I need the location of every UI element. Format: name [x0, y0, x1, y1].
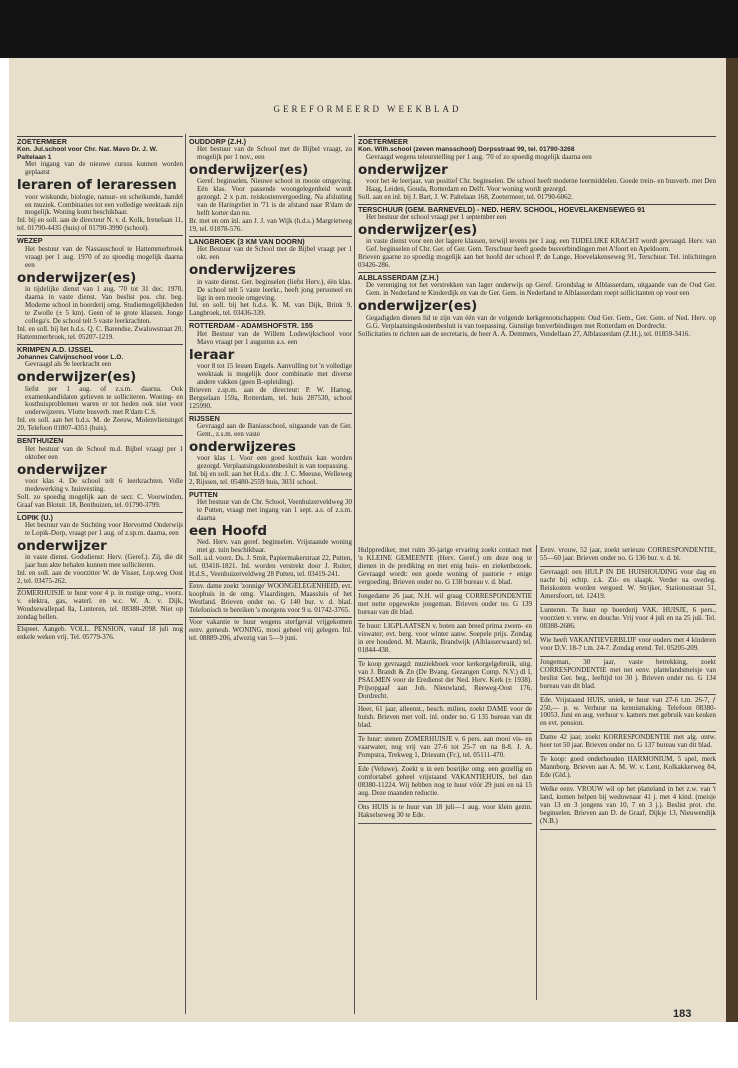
newspaper-page [9, 58, 726, 1022]
ad-location: ROTTERDAM - ADAMSHOFSTR. 155 [189, 321, 313, 331]
ad-position: een Hoofd [189, 523, 268, 540]
ad-position: onderwijzeres [189, 438, 296, 455]
ad-intro: Het bestuur van de School met de Bijbel vraagt, zo mogelijk per 1 nov., een [197, 145, 352, 162]
classified-ad: Te huur: LIGPLAATSEN v. boten aan breed prima zwem- en viswater; evt. berg. voor winter aanw. Soepele prijs. Zondag in ere houdend. M. Maurik, Brandwijk (Alblasserwaard) tel. 01844-438. [358, 621, 532, 659]
job-ad [17, 512, 183, 586]
classifieds-right [540, 545, 716, 1000]
ad-body: Ned. Herv. van geref. beginselen. Vrijstaande woning met gr. tuin beschikbaar. [197, 538, 352, 555]
ad-position: onderwijzer(es) [17, 269, 137, 286]
job-ad [358, 272, 716, 338]
classified-ad: Eenv. vrouw, 52 jaar, zoekt serieuze CORRESPONDENTIE, 55—60 jaar. Brieven onder no. G 136 bur. v. d. bl. [540, 545, 716, 567]
ad-contact: Inl. en soll. aan de voorzitter W. de Visser, Lop.weg Oost 2, tel. 03475-262. [17, 568, 183, 585]
ad-location: BENTHUIZEN [17, 436, 64, 446]
ad-location: RIJSSEN [189, 413, 220, 423]
ad-contact: Voor vakantie te huur wegens sterfgeval vrijgekomen eenv. gemeub. WONING, mooi geheel vrij gelegen. Inl. tel. 08889-206, afwezig van 5—9 juni. [189, 617, 352, 642]
ad-body: in tijdelijke dienst van 1 aug. '70 tot 31 dec. 1970, daarna in vaste dienst. Van beslist pos. chr. beg. Moderne school in boerderij omg. Studiemogelijkheden te Zwolle (± 5 km). Geen of te grote klassen. Jonge collega's. De school telt 5 vaste leerkrachten. [25, 284, 183, 325]
job-ad [17, 588, 183, 622]
ad-contact: Eenv. dame zoekt 'zonnige' WOONGELEGENHEID, evt. koophuis in de omg. Vlaardingen, Maassluis of het Westland. Brieven onder no. G 140 bur. v. d. blad. Telefonisch te bereiken 's morgens voor 9 u. 01742-3765. [189, 582, 352, 614]
job-ad [17, 435, 183, 509]
job-ad [358, 204, 716, 270]
ad-position: leraren of leraressen [17, 177, 177, 194]
job-ad [189, 320, 352, 410]
ad-position: onderwijzer(es) [358, 298, 478, 315]
binding-edge [726, 58, 738, 1022]
classified-ad: Ede (Veluwe). Zoekt u in een bosrijke omg. een gezellig en comfortabel geheel vrijstaand VAKANTIEHUIS, bel dan 08380-11224. Wij hebben nog te huur vóór 29 juni en ná 15 aug. Deze maanden reductie. [358, 764, 532, 802]
ad-contact: Brieven gaarne zo spoedig mogelijk aan het hoofd der school P. de Lange, Hoevelakenseweg 91, Terschuur. Tel. inlichtingen 03426-286. [358, 253, 716, 270]
ad-intro: Het bestuur van de Chr. School, Veenhuizerveldweg 30 te Putten, vraagt met ingang van 1 sept. a.s. of z.s.m. daarna [197, 498, 352, 523]
ad-body: voor klas 4. De school telt 6 leerkrachten. Volle medewerking v. huisvesting. [25, 476, 183, 493]
ad-contact: Br. met en om inl. aan J. J. van Wijk (h.d.s.) Margrietweg 19, tel. 01878-576. [189, 217, 352, 234]
ad-contact: Inl. bij en soll. aan de directeur N. v. d. Kolk, Irenelaan 11, tel. 01790-4435 (huis) of 01790-3990 (school). [17, 216, 183, 233]
classified-ad: Te huur: stenen ZOMERHUISJE v. 6 pers. aan mooi vis- en vaarwater, nog vrij van 27-6 tot 25-7 en na 8-8. J. A. Pompstra, Trekweg 1, Driesum (Fr.), tel. 05111-470. [358, 734, 532, 764]
ad-location: LANGBROEK (3 KM VAN DOORN) [189, 237, 305, 247]
ad-intro: Het bestuur der school vraagt per 1 september een [366, 213, 507, 222]
classified-ad: Ons HUIS is te huur van 18 juli—1 aug. voor klein gezin. Hakselseweg 30 te Ede. [358, 802, 532, 824]
ad-body: voor wiskunde, biologie, natuur- en scheikunde, handel en muziek. Combinaties tot een volledige weektaak zijn mogelijk. Woning komt beschikbaar. [25, 192, 183, 217]
ad-contact: Brieven z.sp.m. aan de directeur: P. W. Hartog, Bergselaan 159a, Rotterdam, tel. huis 287530, school 125990. [189, 385, 352, 410]
ad-school: Kon. Wilh.school (zeven mansschool) Dorpsstraat 99, tel. 01790-3268 [358, 146, 575, 154]
classified-ad: Heer, 61 jaar, alleenst., besch. milieu, zoekt DAME voor de huish. Brieven met voll. inl. onder no. G 135 bureau van dit blad. [358, 704, 532, 734]
ad-intro: Gevraagd als 9e leerkracht een [25, 360, 112, 369]
classified-ad: Welke eenv. VROUW wil op het platteland in het z.w. van 't land, komen helpen bij weduwnaar 41 j. met 4 kind. (meisje van 13 en 3 jongens van 10, 7 en 3 j.). Beslist prot. chr. beginselen. Brieven aan D. de Graaf, Dijkje 13, Nieuwendijk (N.B.) [540, 784, 716, 830]
ad-intro: Het Bestuur van de School met de Bijbel vraagt per 1 okt. een [197, 245, 352, 262]
ad-location: ZOETERMEER [17, 137, 67, 146]
ad-position: onderwijzer(es) [358, 222, 478, 239]
ad-contact: Soll. aan en inl. bij J. Bart, J. W. Paltelaan 168, Zoetermeer, tel. 01790-6062. [358, 192, 573, 201]
column-divider [536, 545, 537, 1000]
page-number: 183 [673, 1008, 692, 1020]
ad-position: leraar [189, 346, 235, 363]
ad-intro: Het bestuur van de School m.d. Bijbel vraagt per 1 oktober een [25, 444, 183, 461]
ad-contact: Soll. zo spoedig mogelijk aan de secr. C. Voorwinden, Graaf van Blotstr. 18, Benthuizen, tel. 01790-3799. [17, 492, 183, 509]
ad-location: ZOETERMEER [358, 137, 408, 146]
ad-intro: Het bestuur van de Nassauschool te Hattemmerbroek vraagt per 1 aug. 1970 of zo spoedig mogelijk daarna een [25, 244, 183, 269]
classified-ad: Wie heeft VAKANTIEVERBLIJF voor ouders met 4 kinderen voor D.V. 18-7 t.m. 24-7. Zondag erend. Tel. 05205-209. [540, 635, 716, 657]
ad-position: onderwijzer(es) [17, 369, 137, 386]
ad-location: KRIMPEN A.D. IJSSEL [17, 344, 94, 354]
top-dark-band [0, 0, 738, 58]
classified-ad: Te koop gevraagd: muziekboek voor kerkorgelgebruik, uitg. van J. Brandt & Zn (De Bvang. Gezangen Comp. N.V.) dl I, PSALMEN voor de Eredienst der Ned. Herv. Kerk (± 1938). Prijsopgaaf aan Joh. Nieuwland, Reeweg-Oost 176, Dordrecht. [358, 659, 532, 705]
ad-position: onderwijzeres [189, 262, 296, 279]
page-header: GEREFORMEERD WEEKBLAD [273, 104, 462, 114]
ad-contact: Inl. en soll. bij het h.d.s. K. M. van Dijk, Brink 9, Langbroek, tel. 03436-339. [189, 301, 352, 318]
job-ad [189, 489, 352, 579]
ad-location: TERSCHUUR (GEM. BARNEVELD) - NED. HERV. SCHOOL, HOEVELAKENSEWEG 91 [358, 204, 646, 214]
ad-contact: ZOMERHUISJE te huur voor 4 p. in rustige omg., voorz. v. elektra, gas, waterl. en w.c. W. A. v. Dijk, Woudsewallepad 8a, Lunteren, tel. 08388-2098. Niet op zondag bellen. [17, 588, 183, 621]
ad-contact: Inl. bij en soll. aan het H.d.s. dhr. J. C. Meeuse, Welleweg 2, Rijssen, tel. 05480-2559 huis, 3031 school. [189, 469, 352, 486]
job-ad [358, 136, 716, 202]
job-ad [189, 236, 352, 318]
ad-position: onderwijzer [358, 161, 448, 178]
classified-ad: Jongeman, 30 jaar, vaste betrekking, zoekt CORRESPONDENTIE met net eenv. plattelandsmeisje van beslist Ger. beg., leeftijd tot 30 j. Brieven onder no. G 134 bureau van dit blad. [540, 657, 716, 695]
classified-ad: Hulpprediker, met ruim 30-jarige ervaring zoekt contact met 'n KLEINE GEMEENTE (Herv. Geref.) om deze nog te dienen in de prediking en met enig huis- en ziekenbezoek. Gevraagd wordt: een goede woning of pastorie + enige vergoeding. Brieven onder no. G 138 bureau v. d. blad. [358, 545, 532, 591]
ad-contact: Soll. a.d. voorz. Ds. J. Smit, Papiermakerstraat 22, Putten, tel. 03418-1821. Inl. worden verstrekt door J. Ruiter, H.d.S., Veenhuizerveldweg 28 Putten, tel. 03419-241. [189, 554, 352, 579]
ad-intro: Gevraagd aan de Baniasschool, uitgaande van de Ger. Gem., z.s.m. een vaste [197, 421, 352, 438]
column-left [17, 134, 183, 1014]
ad-location: PUTTEN [189, 489, 218, 499]
job-ad [189, 413, 352, 487]
ad-location: ALBLASSERDAM (Z.H.) [358, 273, 439, 283]
ad-body: voor 8 tot 15 lessen Engels. Aanvulling tot 'n volledige weektaak is mogelijk door combinatie met diverse andere vakken (geen B-opleiding). [197, 361, 352, 386]
job-ad [17, 136, 183, 233]
ad-body: in vaste dienst. Godsdienst: Herv. (Geref.). Zij, die dit jaar hun akte behalen kunnen mee solliciteren. [25, 553, 183, 569]
ad-intro: De vereniging tot het verstrekken van lager onderwijs op Geref. Grondslag te Alblasserdam, uitgaande van de Oud Ger. Gem. in Nederland te Kinderdijk en van de Ger. Gem. in Nederland te Alblasserdam roept sollicitanten op voor een [366, 281, 716, 298]
ad-intro: Het bestuur van de Stichting voor Hervormd Onderwijs te Lopik-Dorp, vraagt per 1 aug. of z.sp.m. daarna, een [25, 520, 183, 537]
ad-body: Geref. beginselen. Nieuwe school in mooie omgeving. Eén klas. Voor passende woongelegenheid wordt gezorgd. 2 x p.m. reiskostenvergoeding. Na afsluiting van de Haringvliet in '71 is de afstand naar R'dam de helft korter dan nu. [197, 177, 352, 218]
ad-body: in vaste dienst voor een der lagere klassen, terwijl tevens per 1 aug. een TIJDELIJKE KRACHT wordt gevraagd. Herv. van Gef. beginselen of Chr. Ger. of Ger. Gem. Terschuur heeft goede busverbindingen met A'foort en Apeldoorn. [366, 237, 716, 254]
ad-school: Kon. Jul.school voor Chr. Nat. Mavo Dr. J. W. Paltelaan 1 [17, 146, 158, 161]
column-divider [185, 134, 186, 1014]
ad-body: liefst per 1 aug. of z.s.m. daarna. Ook examenkandidaten gelieven te solliciteren. Woning- en kosthuisproblemen waren er tot heden ook niet voor onderwijzeres. Vlotte busverb. met R'dam C.S. [25, 384, 183, 417]
classifieds-left [358, 545, 532, 1000]
classified-ad: Dame 42 jaar, zoekt KORRESPONDENTIE met alg. ontw. heer tot 50 jaar. Brieven onder no. G 137 bureau van dit blad. [540, 732, 716, 754]
ad-contact: Elspeet. Aangeb. VOLL. PENSION, vanaf 18 juli nog enkele weken vrij. Tel. 05779-376. [17, 624, 183, 641]
job-ad [189, 136, 352, 234]
column-right-top [358, 134, 716, 384]
classified-ad: Gevraagd: een HULP IN DE HUISHOUDING voor dag en nacht bij echtp. z.k. Zit- en slaapk. Verder na overleg. Reiskosten worden vergoed. W. Strijker, Stationsstraat 51, Amersfoort, tel. 12419. [540, 567, 716, 605]
job-ad [17, 235, 183, 341]
classified-ad: Te koop: goed onderhouden HARMONIUM, 5 spel, merk Mannborg. Brieven aan A. M. W. v. Lent, Kolkakkerweg 84, Ede (Gld.). [540, 754, 716, 784]
ad-contact: Sollicitaties te richten aan de secretaris, de heer A. A. Demmers, Vondellaan 27, Alblasserdam (Z.H.), tel. 01859-3416. [358, 329, 691, 338]
classified-ad: Ede. Vrijstaand HUIS, uniek, te huur van 27-6 t.m. 26-7, ƒ 250,— p. w. Verhuur na kennismaking. Telefoon 08380-10053. Juni en aug. verhuur v. kamers met gebruik van keuken en evt. pension. [540, 695, 716, 733]
job-ad [189, 617, 352, 643]
ad-intro: Het Bestuur van de Willem Lodewijkschool voor Mavo vraagt per 1 augustus a.s. een [197, 329, 352, 346]
ad-location: OUDDORP (Z.H.) [189, 137, 246, 146]
ad-rule [358, 136, 716, 137]
column-middle [189, 134, 352, 1014]
ad-body: voor klas 1. Voor een goed kosthuis kan worden gezorgd. Verplaatsingskostenbesluit is van toepassing. [197, 454, 352, 470]
ad-position: onderwijzer(es) [189, 162, 309, 179]
ad-intro: Met ingang van de nieuwe cursus kunnen worden geplaatst [25, 160, 183, 177]
classified-ad: Jongedame 26 jaar, N.H. wil graag CORRESPONDENTIE met nette opgewekte jongeman. Brieven onder no. G 139 bureau van dit blad. [358, 591, 532, 621]
ad-body: in vaste dienst. Ger. beginselen (liefst Herv.), één klas. De school telt 5 vaste leerkr., heeft jong personeel en ligt in een mooie omgeving. [197, 277, 352, 302]
ad-body: Gegadigden dienen lid te zijn van één van de volgende kerkgenootschappen: Oud Ger. Gem., Ger. Gem. of Ned. Herv. op G.G. Verplaatsingskostenbesluit is van toepassing. Gunstige busverbindingen met Rotterdam en Dordrecht. [366, 313, 716, 330]
ad-location: LOPIK (U.) [17, 512, 53, 522]
classified-ad: Lunteren. Te huur op boerderij VAK. HUISJE, 6 pers., voorzien v. verw. en douche. Vrij voor 4 juli en na 25 juli. Tel. 08388-2686. [540, 605, 716, 635]
job-ad [17, 344, 183, 434]
ad-body: voor het 4e leerjaar, van positief Chr. beginselen. De school heeft moderne leermiddelen. Goede trein- en busverb. met Den Haag, Leiden, Gouda, Rotterdam en Delft. Voor woning wordt gezorgd. [366, 177, 716, 193]
column-divider [354, 134, 355, 1014]
job-ad [17, 624, 183, 642]
ad-intro: Gevraagd wegens teleurstelling per 1 aug. '70 of zo spoedig mogelijk daarna een [366, 152, 592, 161]
ad-position: onderwijzer [17, 461, 107, 478]
ad-location: WEZEP [17, 236, 43, 246]
ad-position: onderwijzer [17, 537, 107, 554]
ad-contact: Inl. en soll. aan het h.d.s. M. de Zeeuw, Molenvlietsingel 20, Telefoon 01807-4351 (huis). [17, 416, 183, 433]
ad-contact: Inl. en soll. bij het h.d.s. Q. C. Barendse, Zwaluwstraat 20, Hattemmerbroek, tel. 05207-1219. [17, 324, 183, 341]
ad-school: Johannes Calvijnschool voor L.O. [17, 353, 124, 361]
job-ad [189, 581, 352, 615]
